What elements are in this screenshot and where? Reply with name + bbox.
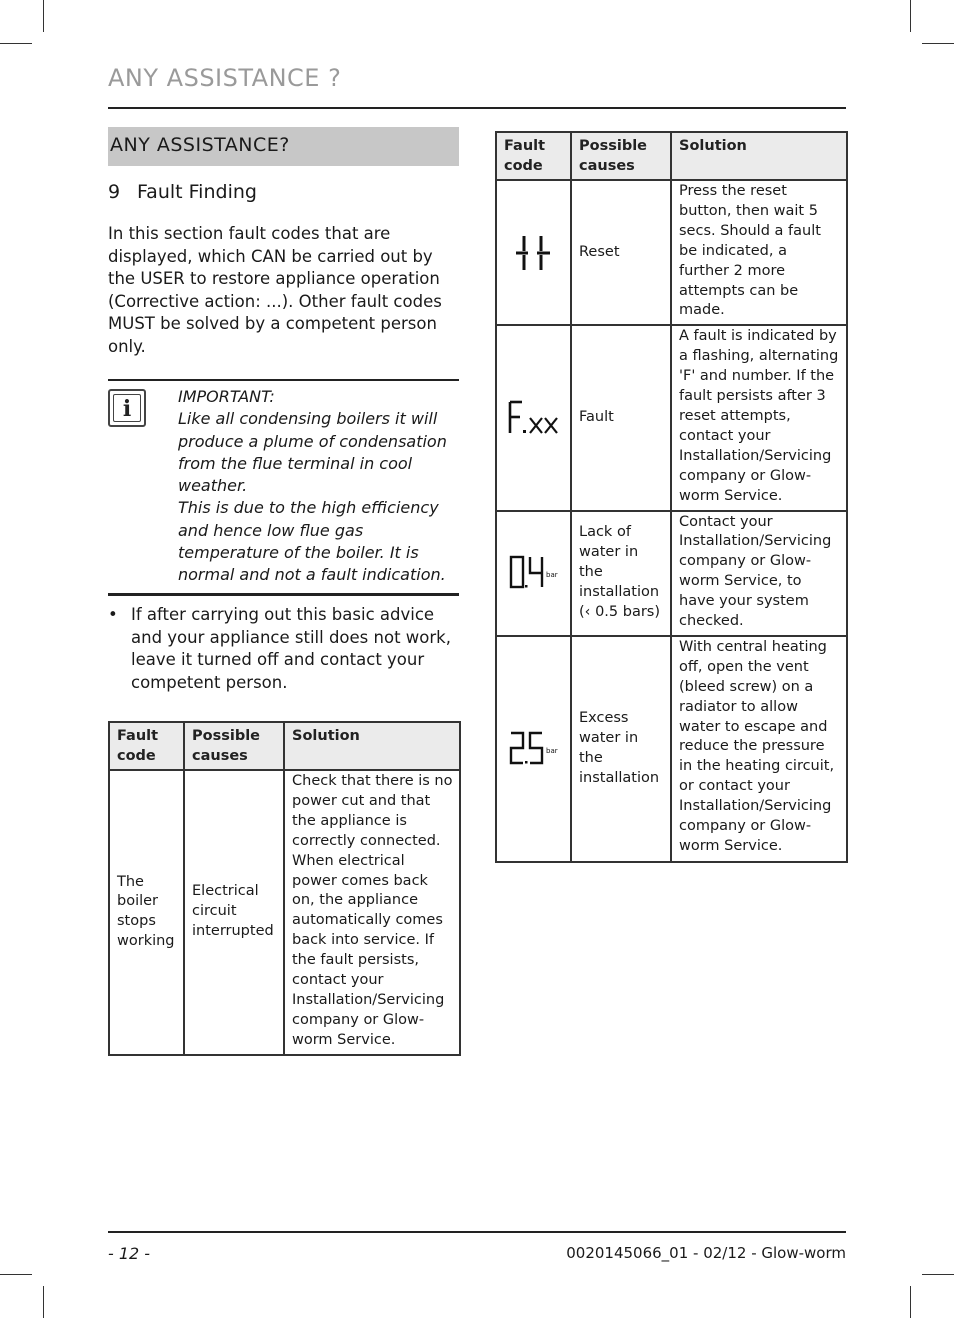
note-top-rule <box>108 379 459 381</box>
document-id: 0020145066_01 - 02/12 - Glow-worm <box>566 1244 846 1262</box>
table-row <box>496 180 847 325</box>
footer-divider <box>108 1231 846 1233</box>
crop-mark <box>0 1274 32 1275</box>
important-note <box>178 386 458 587</box>
crop-mark <box>0 43 32 44</box>
table-row <box>496 511 847 636</box>
page-number: - 12 - <box>108 1244 151 1263</box>
solution-cell: With central heating off, open the vent (bleed screw) on a radiator to allow water to escape and reduce the pressure in the heating circuit, or contact your Installation/Servicing company or Glow-worm Service. <box>671 636 847 862</box>
fault-code-cell <box>496 636 571 862</box>
solution-cell: Press the reset button, then wait 5 secs. Should a fault be indicated, a further 2 more attempts can be made. <box>671 180 847 325</box>
intro-paragraph: In this section fault codes that are displayed, which CAN be carried out by the USER to restore appliance operation (Corrective action: ...). Other fault codes MUST be solved by a competent person only. <box>108 224 442 356</box>
reset-display-icon <box>514 233 554 273</box>
info-icon: i <box>108 389 146 427</box>
fault-table-left <box>108 721 461 1056</box>
bullet-text: If after carrying out this basic advice and your appliance still does not work, leave it turned off and contact your competent person. <box>131 605 451 692</box>
cause-cell: Lack of water in the installation (‹ 0.5 bars) <box>571 511 671 636</box>
fault-code-cell <box>496 511 571 636</box>
pressure-low-display-icon <box>509 554 559 592</box>
fault-code-cell: The boiler stops working <box>109 770 184 1055</box>
crop-mark <box>910 0 911 32</box>
cause-cell: Reset <box>571 180 671 325</box>
bullet-marker: • <box>108 605 118 624</box>
pressure-high-display-icon <box>509 730 559 768</box>
note-heading: IMPORTANT: <box>178 387 275 406</box>
advice-bullet <box>108 604 460 694</box>
table-row <box>496 325 847 510</box>
fault-table-right <box>495 131 848 863</box>
table-row <box>496 636 847 862</box>
cause-cell: Electrical circuit interrupted <box>184 770 284 1055</box>
header-solution: Solution <box>284 722 460 770</box>
fault-code-cell <box>496 180 571 325</box>
note-bottom-rule <box>108 593 459 596</box>
header-fault-code: Fault code <box>109 722 184 770</box>
section-title: ANY ASSISTANCE? <box>108 127 459 166</box>
cause-cell: Excess water in the installation <box>571 636 671 862</box>
running-title: ANY ASSISTANCE ? <box>108 64 342 92</box>
svg-text:bar: bar <box>545 746 558 755</box>
note-paragraph: This is due to the high efficiency and hence low flue gas temperature of the boiler. It is normal and not a fault indication. <box>178 498 446 585</box>
table-row <box>109 770 460 1055</box>
header-possible-causes: Possible causes <box>184 722 284 770</box>
solution-cell: A fault is indicated by a flashing, alternating 'F' and number. If the fault persists after 3 reset attempts, contact your Installation/Servicing company or Glow-worm Service. <box>671 325 847 510</box>
solution-cell: Check that there is no power cut and that the appliance is correctly connected. When electrical power comes back on, the appliance automatically comes back into service. If the fault persists, contact your Installation/Servicing company or Glow-worm Service. <box>284 770 460 1055</box>
chapter-title: Fault Finding <box>137 181 257 203</box>
fault-display-icon <box>507 400 561 436</box>
note-paragraph: Like all condensing boilers it will produce a plume of condensation from the flue terminal in cool weather. <box>178 409 447 496</box>
fault-code-cell <box>496 325 571 510</box>
chapter-heading <box>108 181 257 203</box>
header-divider <box>108 107 846 109</box>
svg-text:bar: bar <box>545 571 558 580</box>
crop-mark <box>922 1274 954 1275</box>
header-solution: Solution <box>671 132 847 180</box>
crop-mark <box>43 1286 44 1318</box>
crop-mark <box>43 0 44 32</box>
crop-mark <box>910 1286 911 1318</box>
chapter-number: 9 <box>108 181 121 203</box>
cause-cell: Fault <box>571 325 671 510</box>
crop-mark <box>922 43 954 44</box>
solution-cell: Contact your Installation/Servicing company or Glow-worm Service, to have your system checked. <box>671 511 847 636</box>
header-fault-code: Fault code <box>496 132 571 180</box>
header-possible-causes: Possible causes <box>571 132 671 180</box>
